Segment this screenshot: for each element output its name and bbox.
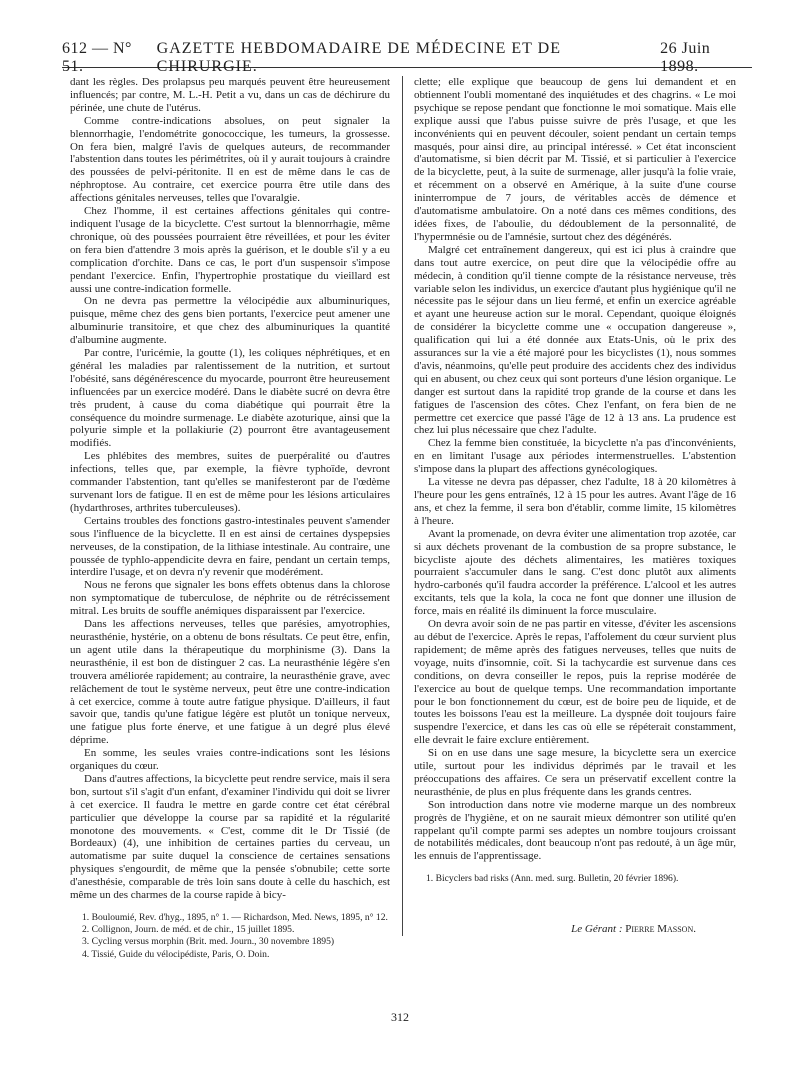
running-header xyxy=(62,40,752,75)
paragraph: Dans les affections nerveuses, telles que parésies, amyotrophies, neurasthénie, hystérie, on a obtenu de bons résultats. Ce peut être, enfin, un agent utile dans la thérapeutique du morphinisme (3). Dans la neurasthénie, il est bon de distinguer 2 cas. La neurasthénie légère s'en trouvera améliorée rapidement; au contraire, la neurasthénie grave, avec relâchement de tout le système nerveux, peut être une contre-indication à cet exercice, comme à toute autre fatigue physique. D'ailleurs, il faut savoir que, tandis qu'une fatigue légère est plutôt un tonique nerveux, une fatigue plus forte énerve, et une fatigue à un degré plus élevé déprime. xyxy=(70,618,390,747)
header-page-issue: 612 — N° 51. xyxy=(62,40,132,75)
footnote: 3. Cycling versus morphin (Brit. med. Journ., 30 novembre 1895) xyxy=(82,936,335,948)
paragraph: dant les règles. Des prolapsus peu marqués peuvent être heureusement influencés; par contre, M. L.-H. Petit a vu, dans un cas de déchirure du périnée, une chute de l'utérus. xyxy=(70,76,390,114)
paragraph: Avant la promenade, on devra éviter une alimentation trop azotée, car si aux déchets provenant de la combustion de sa propre substance, le bicycliste ajoute des déchets alimentaires, les matières toxiques pourraient s'accumuler dans le sang. C'est donc plutôt aux aliments hydro-carbonés qu'il faudra accorder la préférence. L'alcool et les autres excitants, tels que la kola, la coca ne font que donner une illusion de force, mais en réalité ils diminuent la force musculaire. xyxy=(414,527,736,618)
paragraph: On devra avoir soin de ne pas partir en vitesse, d'éviter les ascensions au début de l'exercice. Après le repas, l'affolement du cœur survient plus rapidement; de même après des fatigues nerveuses, telles que nuits de voyage, nuits d'insomnie, coït. Si la tachycardie est survenue dans ces conditions, on devra conseiller le repos, puis la reprise modérée de l'exercice au bout de quelque temps. Une recommandation importante pour le bon fonctionnement du cœur, est de boire peu de liquide, et de toutes les boissons l'eau est la meilleure. La dyspnée doit toujours faire suspendre l'exercice, et dans les cas où elle se répéterait constamment, elle devrait le faire exclure entièrement. xyxy=(414,618,736,747)
footnote: 2. Collignon, Journ. de méd. et de chir., 15 juillet 1895. xyxy=(82,924,295,936)
paragraph: clette; elle explique que beaucoup de gens lui demandent et en obtiennent l'oubli momentané des inquiétudes et des chagrins. « Le moi psychique se repose pendant que fonctionne le moi somatique. Mais elle explique aussi que l'abus puisse suivre de près l'usage, et que les inconvénients qui en peuvent découler, soient pendant un certain temps masqués, pour ainsi dire, au principal intéressé. » Cet état inconscient d'automatisme, si bien décrit par M. Tissié, et si particulier à l'exercice de la bicyclette, peut, à la suite de surmenage, aller jusqu'à la folie vraie, et récemment on a observé en Amérique, à la suite d'une course ininterrompue de 7 jours, de véritables accès de démence et d'automatisme ambulatoire. On a noté dans ces mêmes conditions, des idées fixes, de l'aboulie, du dédoublement de la personnalité, de l'hypermnésie ou de l'amnésie, surtout chez des dégénérés. xyxy=(414,76,736,243)
signature-label: Le Gérant : xyxy=(571,923,626,936)
header-journal-title: GAZETTE HEBDOMADAIRE DE MÉDECINE ET DE CHIRURGIE. xyxy=(156,40,561,75)
paragraph: Certains troubles des fonctions gastro-intestinales peuvent s'amender sous l'influence de la bicyclette. Il en est ainsi de certaines dyspepsies nerveuses, de la constipation, de la lithiase intestinale. Au contraire, une poussée de typhlo-appendicite devra en faire, pendant un certain temps, interdire l'usage, et on devra n'y revenir que modérément. xyxy=(70,514,390,579)
footnote: 4. Tissié, Guide du vélocipédiste, Paris, O. Doin. xyxy=(82,948,270,960)
footnotes xyxy=(70,912,390,961)
paragraph: En somme, les seules vraies contre-indications sont les lésions organiques du cœur. xyxy=(70,747,390,773)
footnotes xyxy=(414,873,736,885)
paragraph: Comme contre-indications absolues, on peut signaler la blennorrhagie, l'endométrite gonococcique, les tumeurs, la grossesse. On fera bien, malgré l'avis de quelques auteurs, de recommander l'abstention dans toutes les périmétrites, où il y aurait toujours à craindre des poussées de pelvi-péritonite. Il en est de même dans le cas de néphroptose. Au contraire, cet exercice pourra être utile dans des affections génitales nerveuses, telles que l'ovaralgie. xyxy=(70,114,390,205)
paragraph: On ne devra pas permettre la vélocipédie aux albuminuriques, puisque, même chez des gens bien portants, l'exercice peut amener une albuminurie transitoire, et que chez des albuminuriques la quantité d'albumine augmente. xyxy=(70,295,390,347)
paragraph: Dans d'autres affections, la bicyclette peut rendre service, mais il sera bon, surtout s'il s'agit d'un enfant, d'examiner l'individu qui doit se livrer à cet exercice. Il faudra le mettre en garde contre cet état cérébral particulier que développe la course par sa rapidité et la régularité monotone des mouvements. « C'est, comme dit le Dr Tissié (de Bordeaux) (4), une inhibition de certaines parties du cerveau, un automatisme par suite duquel la conscience de certaines sensations physiques s'engourdit, de même que la pensée s'obnubile; cette sorte d'anesthésie, comparable de très loin sans doute à celle du haschich, est même un des charmes de la course rapide à bicy- xyxy=(70,772,390,902)
paragraph: Chez la femme bien constituée, la bicyclette n'a pas d'inconvénients, en en limitant l'usage aux périodes intermenstruelles. L'abstention s'impose dans la plupart des affections gynécologiques. xyxy=(414,437,736,476)
publisher-signature xyxy=(414,923,736,936)
footnote: 1. Bicyclers bad risks (Ann. med. surg. Bulletin, 20 février 1896). xyxy=(426,873,679,885)
paragraph: Malgré cet entraînement dangereux, qui est ici plus à craindre que dans tout autre exercice, on peut dire que la vélocipédie offre au médecin, à condition qu'il tienne compte de la résistance nerveuse, très variable selon les individus, un exercice d'autant plus hygiénique qu'il ne nécessite pas le séjour dans un lieu fermé, et enfin un exercice agréable et ayant une heureuse action sur le moral. Cependant, quoique éloignés de considérer la bicyclette comme une « occupation dangereuse », qualification qui lui a été donnée aux Etats-Unis, où le prix des assurances sur la vie a été majoré pour les bicyclistes (1), nous sommes d'avis, néanmoins, qu'elle peut produire des accidents chez des individus qui en abusent, ou chez ceux qui sont porteurs d'une lésion organique. Le danger est surtout dans la rapidité trop grande de la course et dans les fatigues de l'ascension des côtes. Chez l'enfant, on fera bien de ne permettre cet exercice que passé l'âge de 12 à 13 ans. La prudence est chez lui plus nécessaire que chez l'adulte. xyxy=(414,243,736,437)
left-column xyxy=(70,76,390,961)
paragraph: Par contre, l'uricémie, la goutte (1), les coliques néphrétiques, et en général les maladies par ralentissement de la nutrition, et surtout l'obésité, sans dégénérescence du myocarde, pourront être heureusement influencées par un exercice modéré. Dans le diabète sucré on devra être très prudent, à cause du coma diabétique qui pourrait être la conséquence du moindre surmenage. Le diabète azoturique, ainsi que la polyurie simple et la pollakiurie (2) pourront être avantageusement modifiés. xyxy=(70,347,390,450)
paragraph: Son introduction dans notre vie moderne marque un des nombreux progrès de l'hygiène, et on ne saurait mieux démontrer son utilité qu'en rappelant qu'il compte parmi ses adeptes un nombre toujours croissant de notabilités médicales, dont beaucoup n'ont pas redouté, à un âge mûr, les ennuis de l'apprentissage. xyxy=(414,798,736,863)
page-number: 312 xyxy=(391,1010,409,1024)
paragraph: La vitesse ne devra pas dépasser, chez l'adulte, 18 à 20 kilomètres à l'heure pour les gens entraînés, 12 à 15 pour les autres. Avant l'âge de 16 ans, et chez la femme, il sera bon d'établir, comme limite, 15 kilomètres à l'heure. xyxy=(414,476,736,527)
paragraph: Nous ne ferons que signaler les bons effets obtenus dans la chlorose non symptomatique de tuberculose, de néphrite ou de rétrécissement mitral. Les bruits de souffle anémiques disparaissent par l'exercice. xyxy=(70,579,390,618)
signature-name: Pierre Masson. xyxy=(625,923,696,936)
paragraph: Chez l'homme, il est certaines affections génitales qui contre-indiquent l'usage de la bicyclette. C'est surtout la blennorrhagie, même chronique, où des poussées pourraient être réveillées, et pour les éviter on fera bien d'attendre 3 mois après la guérison, et le double s'il y a eu complication d'orchite. Dans ce cas, le port d'un suspensoir s'impose pendant l'exercice. Enfin, l'hypertrophie prostatique du vieillard est aussi une contre-indication formelle. xyxy=(70,205,390,295)
footnote: 1. Bouloumié, Rev. d'hyg., 1895, n° 1. — Richardson, Med. News, 1895, n° 12. xyxy=(82,912,388,923)
header-date: 26 Juin 1898. xyxy=(660,40,711,75)
paragraph: Les phlébites des membres, suites de puerpéralité ou d'autres infections, telles que, par exemple, la fièvre typhoïde, devront commander l'abstention, tant qu'elles se manifesteront par de l'œdème survenant lors de fatigue. Il en est de même pour les lésions articulaires (hydarthroses, arthrites tuberculeuses). xyxy=(70,450,390,514)
column-divider xyxy=(402,76,403,936)
right-column xyxy=(414,76,736,936)
paragraph: Si on en use dans une sage mesure, la bicyclette sera un exercice utile, surtout pour les individus déprimés par le travail et les préoccupations des affaires. Ce sera un préservatif excellent contre la neurasthénie, de plus en plus fréquente dans les grands centres. xyxy=(414,747,736,798)
